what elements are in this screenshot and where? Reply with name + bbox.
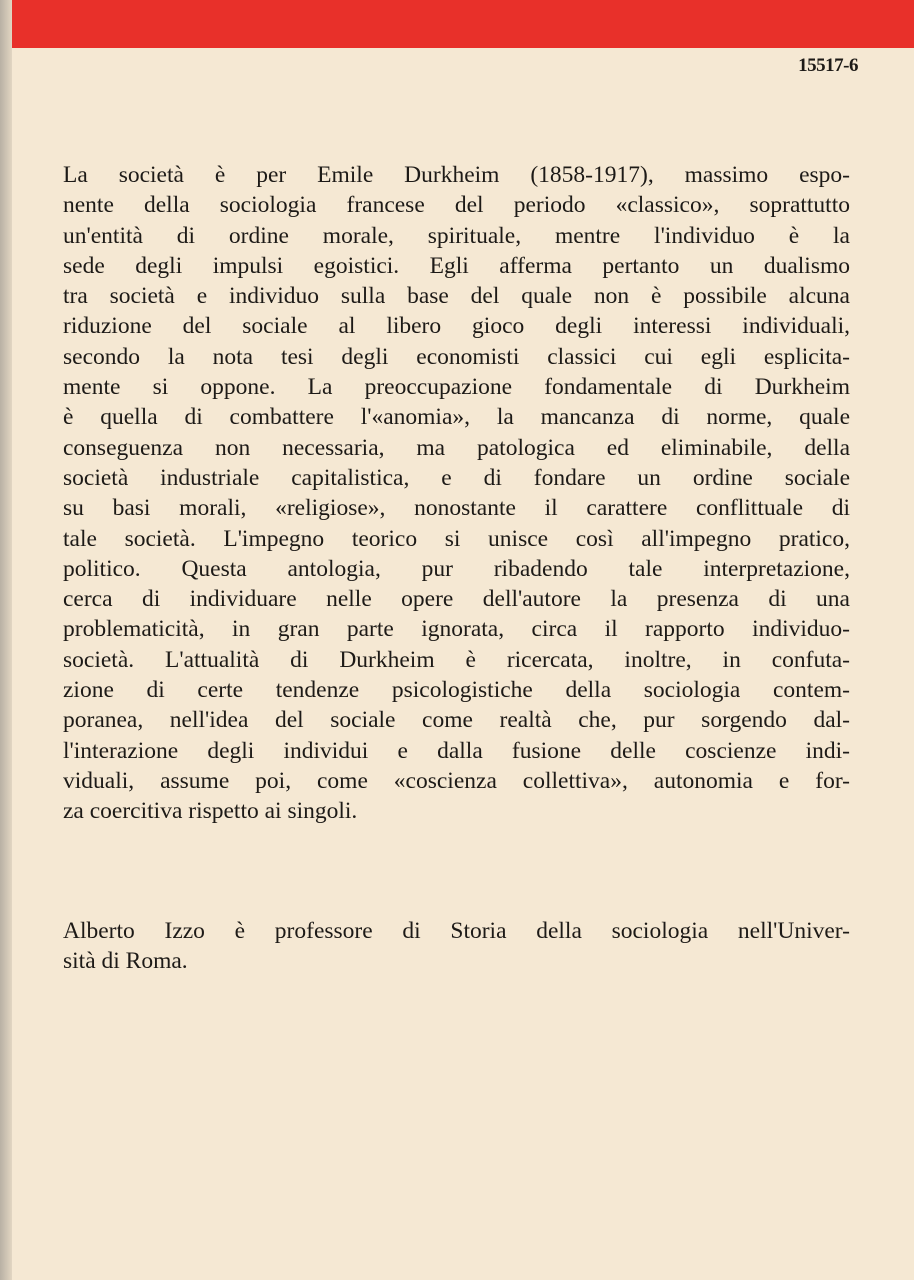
text-line: Alberto Izzo è professore di Storia della sociologia nell'Univer- [63, 918, 850, 944]
text-line: sede degli impulsi egoistici. Egli afferma pertanto un dualismo [63, 252, 850, 279]
text-line: società industriale capitalistica, e di fondare un ordine sociale [63, 464, 850, 491]
text-line: è quella di combattere l'«anomia», la mancanza di norme, quale [63, 404, 850, 431]
text-line: sità di Roma. [63, 948, 188, 975]
author-bio-paragraph [63, 916, 850, 977]
text-line: su basi morali, «religiose», nonostante il carattere conflittuale di [63, 495, 850, 522]
text-line: l'interazione degli individui e dalla fusione delle coscienze indi- [63, 737, 850, 764]
text-line: secondo la nota tesi degli economisti classici cui egli esplicita- [63, 343, 850, 370]
text-line: politico. Questa antologia, pur ribadendo tale interpretazione, [63, 555, 850, 582]
text-line: un'entità di ordine morale, spirituale, mentre l'individuo è la [63, 222, 850, 249]
text-line: viduali, assume poi, come «coscienza collettiva», autonomia e for- [63, 767, 850, 794]
text-line: za coercitiva rispetto ai singoli. [63, 798, 358, 825]
text-line: tale società. L'impegno teorico si unisce così all'impegno pratico, [63, 525, 850, 552]
text-line: zione di certe tendenze psicologistiche della sociologia contem- [63, 677, 850, 704]
cover-spine-edge [0, 0, 12, 1280]
text-line: problematicità, in gran parte ignorata, circa il rapporto individuo- [63, 616, 850, 643]
text-line: società. L'attualità di Durkheim è ricercata, inoltre, in confuta- [63, 646, 850, 673]
blurb-paragraph [63, 160, 850, 827]
text-line: riduzione del sociale al libero gioco degli interessi individuali, [63, 313, 850, 340]
text-line: cerca di individuare nelle opere dell'autore la presenza di una [63, 586, 850, 613]
red-header-band [12, 0, 914, 48]
text-line: nente della sociologia francese del periodo «classico», soprattutto [63, 192, 850, 219]
text-line: conseguenza non necessaria, ma patologica ed eliminabile, della [63, 434, 850, 461]
text-line: tra società e individuo sulla base del quale non è possibile alcuna [63, 283, 850, 310]
catalog-code: 15517-6 [798, 55, 858, 76]
text-line: poranea, nell'idea del sociale come realtà che, pur sorgendo dal- [63, 707, 850, 734]
text-line: mente si oppone. La preoccupazione fondamentale di Durkheim [63, 374, 850, 401]
text-line: La società è per Emile Durkheim (1858-1917), massimo espo- [63, 162, 850, 188]
